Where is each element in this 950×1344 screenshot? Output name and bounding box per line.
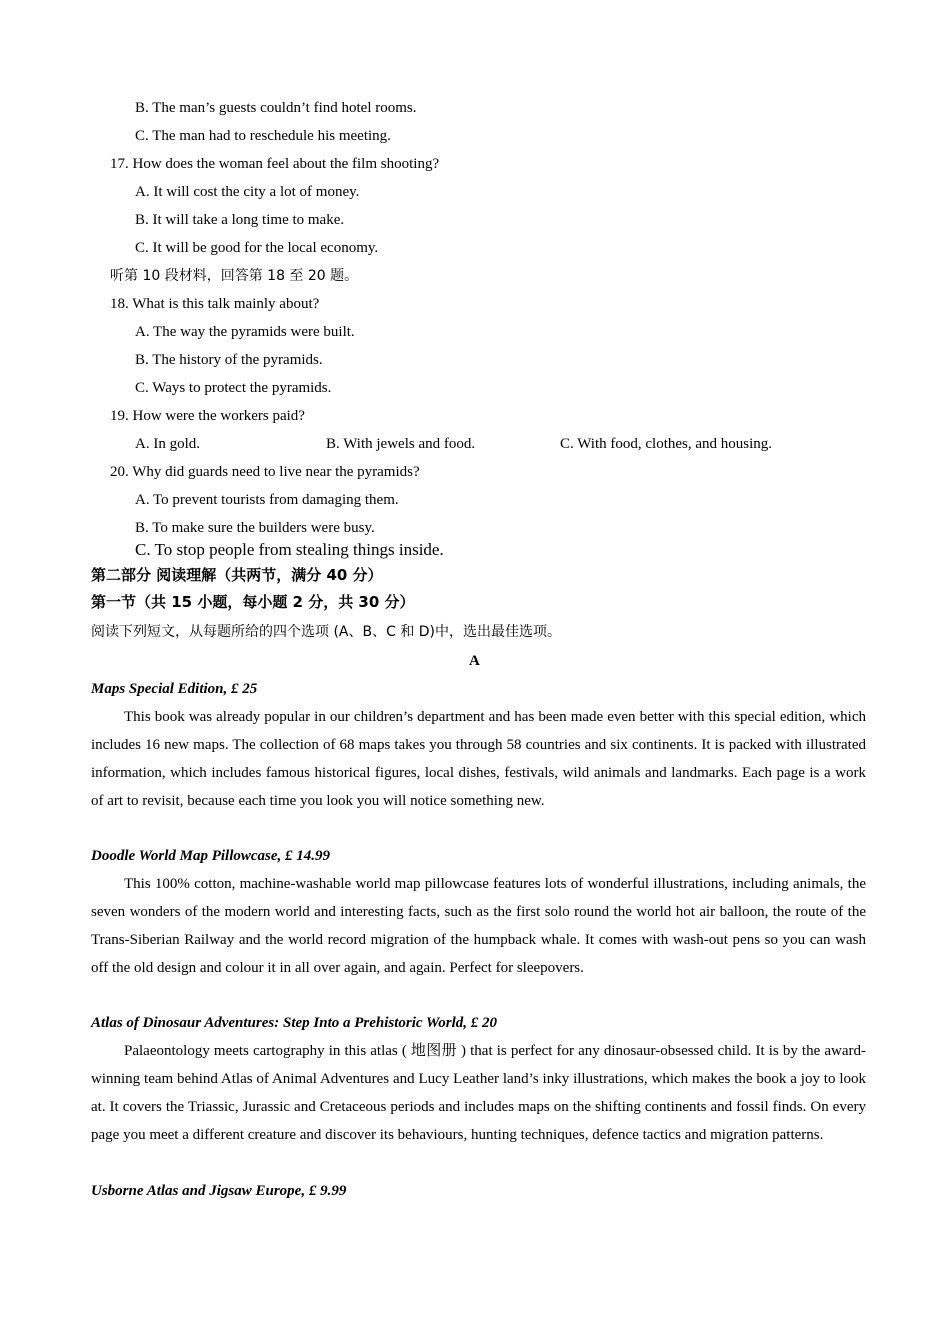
item-2-body: This 100% cotton, machine-washable world map pillowcase features lots of wonderful illustrations, including animals, the seven wonders of the modern world and interesting facts, such as the first solo round the world hot air balloon, the route of the Trans-Siberian Railway and the world record migration of the humpback whale. It comes with wash-out pens so you can wash off the old design and colour it in all over again, and again. Perfect for sleepovers. [91,876,866,976]
q17-question: 17. How does the woman feel about the film shooting? [110,156,440,172]
q18-option-a: A. The way the pyramids were built. [135,324,355,340]
q20-question: 20. Why did guards need to live near the pyramids? [110,464,420,480]
q18-option-b: B. The history of the pyramids. [135,352,323,368]
q17-option-c: C. It will be good for the local economy. [135,240,379,256]
q18-option-c: C. Ways to protect the pyramids. [135,380,332,396]
item-3-body: Palaeontology meets cartography in this atlas ( 地图册 ) that is perfect for any dinosaur-obsessed child. It is by the award-winning team behind Atlas of Animal Adventures and Lucy Leather land’s inky illustrations, which makes the book a joy to look at. It covers the Triassic, Jurassic and Cretaceous periods and includes maps on the shifting continents and fossil finds. On every page you meet a different creature and discover its behaviours, hunting techniques, defence tactics and migration patterns. [91,1043,866,1143]
q17-option-a: A. It will cost the city a lot of money. [135,184,360,200]
q19-option-c: C. With food, clothes, and housing. [560,436,773,452]
reading-instruction: 阅读下列短文，从每题所给的四个选项 (A、B、C 和 D)中，选出最佳选项。 [91,624,562,640]
q20-option-a: A. To prevent tourists from damaging them. [135,492,399,508]
q17-option-b: B. It will take a long time to make. [135,212,345,228]
q19-option-b: B. With jewels and food. [326,436,476,452]
section-one-title: 第一节（共 15 小题，每小题 2 分，共 30 分） [91,593,415,611]
item-4-title: Usborne Atlas and Jigsaw Europe, £ 9.99 [91,1183,347,1199]
q20-option-b: B. To make sure the builders were busy. [135,520,375,536]
part-two-title: 第二部分 阅读理解（共两节，满分 40 分） [91,566,383,584]
q18-question: 18. What is this talk mainly about? [110,296,320,312]
item-1-body: This book was already popular in our children’s department and has been made even better with this special edition, which includes 16 new maps. The collection of 68 maps takes you through 58 countries and six continents. It is packed with illustrated information, which includes famous historical figures, local dishes, festivals, wild animals and landmarks. Each page is a work of art to revisit, because each time you look you will notice something new. [91,709,866,809]
instruction-material-10: 听第 10 段材料，回答第 18 至 20 题。 [110,268,359,284]
item-2-title: Doodle World Map Pillowcase, £ 14.99 [91,848,331,864]
passage-label: A [469,653,480,669]
q16-option-b: B. The man’s guests couldn’t find hotel rooms. [135,100,417,116]
item-3-title: Atlas of Dinosaur Adventures: Step Into a Prehistoric World, £ 20 [91,1015,498,1031]
q20-option-c: C. To stop people from stealing things inside. [135,540,444,559]
q16-option-c: C. The man had to reschedule his meeting. [135,128,391,144]
q19-option-a: A. In gold. [135,436,200,452]
item-1-title: Maps Special Edition, £ 25 [91,681,258,697]
q19-question: 19. How were the workers paid? [110,408,305,424]
